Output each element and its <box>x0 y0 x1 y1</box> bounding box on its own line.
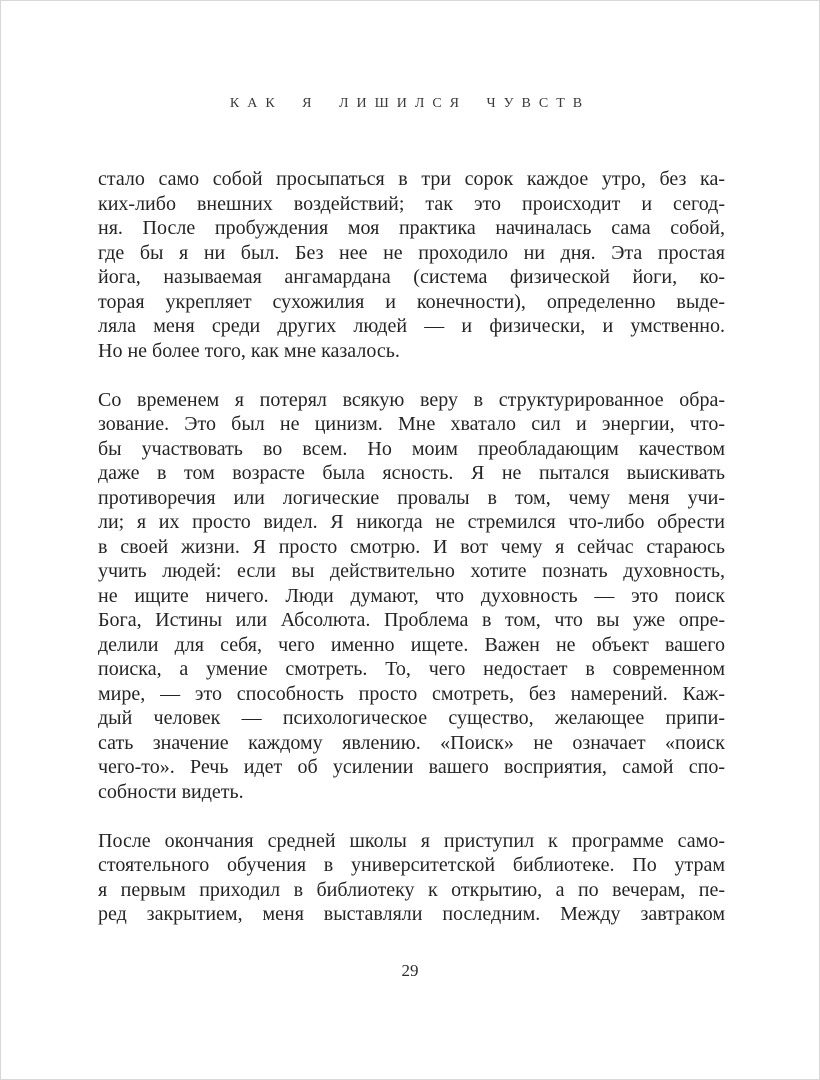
text-line: ня. После пробуждения моя практика начиналась сама собой, <box>98 217 725 239</box>
text-line: собности видеть. <box>98 780 244 803</box>
paragraph <box>98 829 725 927</box>
text-line: зование. Это был не цинизм. Мне хватало сил и энергии, что- <box>98 413 725 435</box>
text-line: в своей жизни. Я просто смотрю. И вот чему я сейчас стараюсь <box>98 535 725 558</box>
text-line: стоятельного обучения в университетской библиотеке. По утрам <box>98 854 725 876</box>
text-block <box>98 167 725 927</box>
text-line: бы участвовать во всем. Но моим преобладающим качеством <box>98 437 725 460</box>
text-line: йога, называемая ангамардана (система физической йоги, ко- <box>98 266 725 288</box>
paragraph <box>98 167 725 363</box>
text-line: противоречия или логические провалы в том, чему меня учи- <box>98 486 725 509</box>
text-line: даже в том возрасте была ясность. Я не пытался выискивать <box>98 462 725 484</box>
text-line: я первым приходил в библиотеку к открытию, а по вечерам, пе- <box>98 878 725 901</box>
chapter-running-header: КАК Я ЛИШИЛСЯ ЧУВСТВ <box>229 96 591 111</box>
text-line: делили для себя, чего именно ищете. Важен не объект вашего <box>98 633 725 656</box>
page-number: 29 <box>401 961 419 980</box>
text-line: Но не более того, как мне казалось. <box>98 339 400 362</box>
text-line: ред закрытием, меня выставляли последним. Между завтраком <box>98 903 725 925</box>
text-line: дый человек — психологическое существо, желающее припи- <box>98 707 725 729</box>
text-line: где бы я ни был. Без нее не проходило ни дня. Эта простая <box>98 241 725 264</box>
text-line: После окончания средней школы я приступил к программе само- <box>98 829 725 852</box>
text-line: ли; я их просто видел. Я никогда не стремился что-либо обрести <box>98 511 725 533</box>
text-line: Со временем я потерял всякую веру в структурированное обра- <box>98 388 725 411</box>
text-line: учить людей: если вы действительно хотите познать духовность, <box>98 560 725 582</box>
text-line: стало само собой просыпаться в три сорок каждое утро, без ка- <box>98 168 725 190</box>
text-line: поиска, а умение смотреть. То, чего недостает в современном <box>98 658 725 680</box>
text-line: торая укрепляет сухожилия и конечности), определенно выде- <box>98 290 725 313</box>
text-line: не ищите ничего. Люди думают, что духовность — это поиск <box>98 584 725 607</box>
text-line: мире, — это способность просто смотреть, без намерений. Каж- <box>98 682 725 705</box>
text-line: сать значение каждому явлению. «Поиск» не означает «поиск <box>98 731 725 754</box>
text-line: ких-либо внешних воздействий; так это происходит и сегод- <box>98 192 725 215</box>
text-line: ляла меня среди других людей — и физически, и умственно. <box>98 315 725 337</box>
text-line: чего-то». Речь идет об усилении вашего восприятия, самой спо- <box>98 756 725 778</box>
text-line: Бога, Истины или Абсолюта. Проблема в том, что вы уже опре- <box>98 609 725 631</box>
paragraph <box>98 388 725 805</box>
